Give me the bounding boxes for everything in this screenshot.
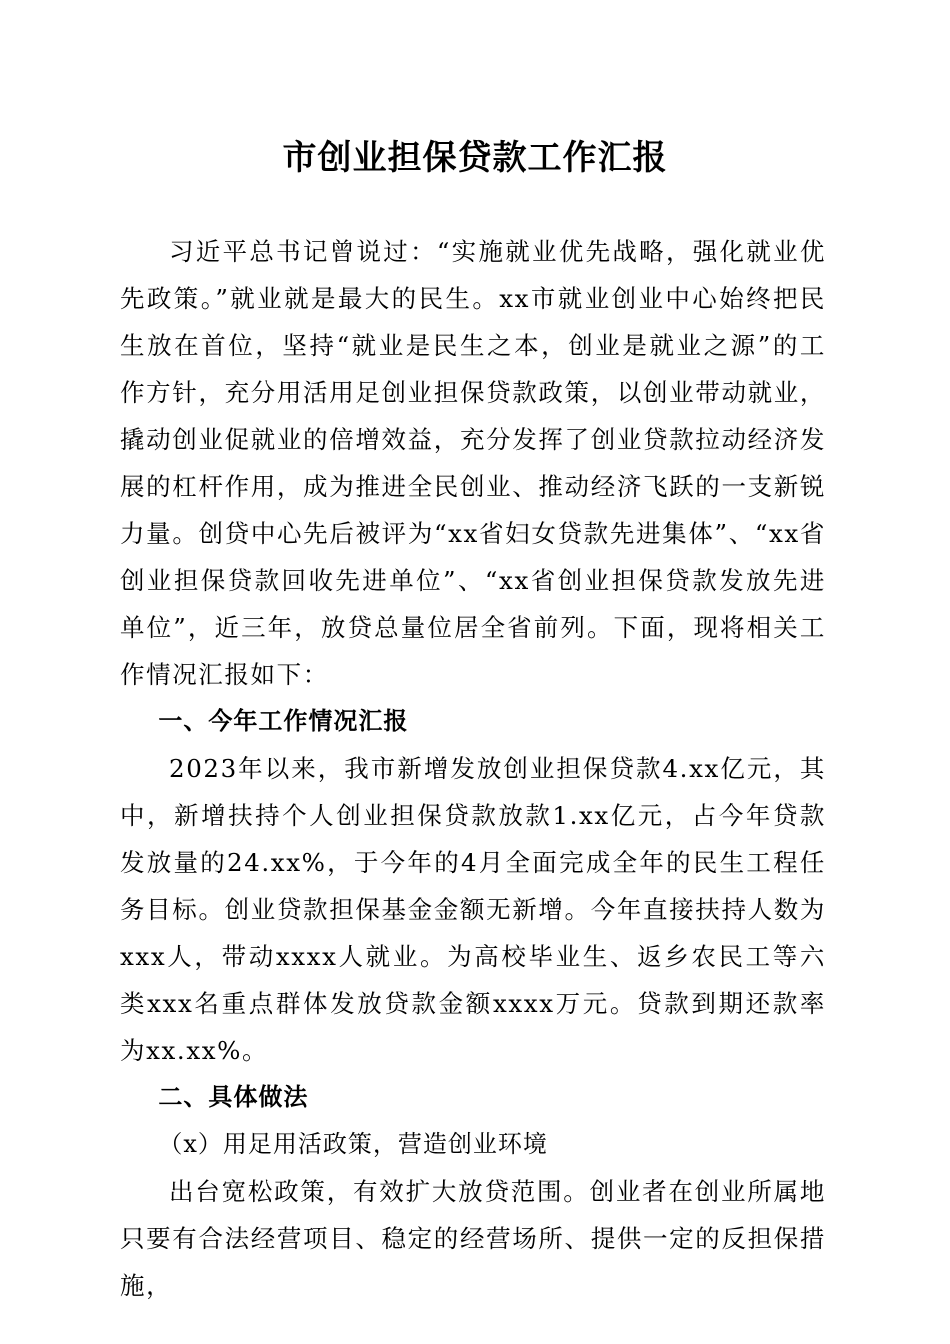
section-2-paragraph: 出台宽松政策，有效扩大放贷范围。创业者在创业所属地只要有合法经营项目、稳定的经营场所、提供一定的反担保措施， xyxy=(120,1177,826,1300)
section-1-heading: 一、今年工作情况汇报 xyxy=(158,707,409,735)
section-1-paragraph: 2023年以来，我市新增发放创业担保贷款4.xx亿元，其中，新增扶持个人创业担保贷款放款1.xx亿元，占今年贷款发放量的24.xx%，于今年的4月全面完成全年的民生工程任务目标。创业贷款担保基金金额无新增。今年直接扶持人数为xxx人，带动xxxx人就业。为高校毕业生、返乡农民工等六类xxx名重点群体发放贷款金额xxxx万元。贷款到期还款率为xx.xx%。 xyxy=(120,754,826,1065)
document-body xyxy=(120,228,826,1309)
section-2-subheading: （x）用足用活政策，营造创业环境 xyxy=(158,1130,548,1158)
document-title: 市创业担保贷款工作汇报 xyxy=(282,138,668,178)
intro-paragraph: 习近平总书记曾说过：“实施就业优先战略，强化就业优先政策。”就业就是最大的民生。xx市就业创业中心始终把民生放在首位，坚持“就业是民生之本，创业是就业之源”的工作方针，充分用活用足创业担保贷款政策，以创业带动就业，撬动创业促就业的倍增效益，充分发挥了创业贷款拉动经济发展的杠杆作用，成为推进全民创业、推动经济飞跃的一支新锐力量。创贷中心先后被评为“xx省妇女贷款先进集体”、“xx省创业担保贷款回收先进单位”、“xx省创业担保贷款发放先进单位”，近三年，放贷总量位居全省前列。下面，现将相关工作情况汇报如下： xyxy=(120,237,826,689)
section-2-heading: 二、具体做法 xyxy=(158,1083,309,1111)
